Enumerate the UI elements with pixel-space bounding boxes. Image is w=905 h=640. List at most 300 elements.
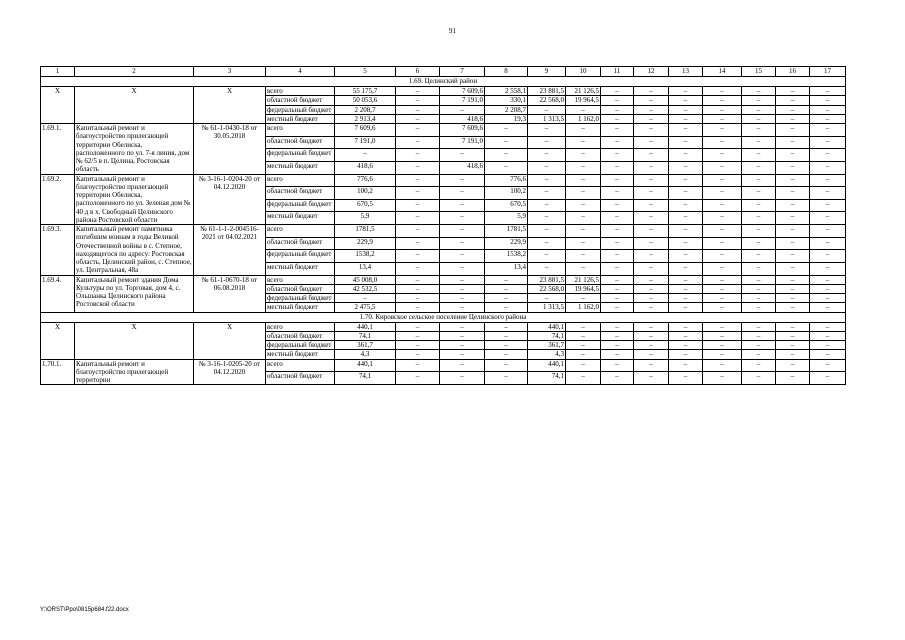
item-number: 1.70.1. (41, 359, 75, 385)
amount-cell: 5,9 (485, 212, 528, 225)
amount-cell: – (669, 114, 703, 123)
amount-cell: 22 568,0 (528, 284, 566, 293)
amount-cell: – (566, 331, 601, 340)
amount-cell: – (742, 87, 776, 96)
funding-source: федеральный бюджет (266, 294, 335, 303)
amount-cell: – (669, 294, 703, 303)
amount-cell: – (601, 136, 634, 149)
table-row (41, 275, 846, 284)
amount-cell: 19 964,5 (566, 96, 601, 105)
funding-source: федеральный бюджет (266, 149, 335, 162)
amount-cell: – (742, 225, 776, 238)
amount-cell: – (810, 294, 846, 303)
amount-cell: – (669, 284, 703, 293)
amount-cell: – (634, 359, 669, 372)
amount-cell: – (396, 250, 440, 263)
amount-cell: – (669, 237, 703, 250)
amount-cell: 19,3 (485, 114, 528, 123)
amount-cell: – (810, 149, 846, 162)
amount-cell: – (703, 187, 742, 200)
amount-cell: – (742, 359, 776, 372)
amount-cell: 22 568,0 (528, 96, 566, 105)
amount-cell: – (703, 96, 742, 105)
amount-cell: 7 191,0 (440, 136, 485, 149)
amount-cell: 440,1 (335, 359, 396, 372)
amount-cell: – (566, 124, 601, 137)
amount-cell: – (396, 350, 440, 359)
amount-cell: – (440, 187, 485, 200)
amount-cell: – (634, 187, 669, 200)
amount-cell: – (634, 294, 669, 303)
amount-cell: 7 191,0 (440, 96, 485, 105)
amount-cell: 2 208,7 (485, 105, 528, 114)
amount-cell: – (396, 322, 440, 331)
funding-source: местный бюджет (266, 212, 335, 225)
amount-cell: – (634, 114, 669, 123)
amount-cell: – (440, 250, 485, 263)
amount-cell: – (776, 262, 810, 275)
amount-cell: – (703, 275, 742, 284)
amount-cell: 1538,2 (335, 250, 396, 263)
item-name: Капитальный ремонт и благоустройство прилегающей территории Обелиска, расположенного по ул. Зеленая дом № 40 д в х. Свободный Целинского района Ростовской области (75, 174, 194, 225)
funding-source: федеральный бюджет (266, 250, 335, 263)
amount-cell: – (703, 294, 742, 303)
funding-source: федеральный бюджет (266, 341, 335, 350)
amount-cell: – (396, 262, 440, 275)
amount-cell: – (396, 303, 440, 312)
amount-cell: – (440, 294, 485, 303)
amount-cell: – (528, 174, 566, 187)
amount-cell: – (776, 275, 810, 284)
amount-cell: – (634, 372, 669, 385)
amount-cell: 55 175,7 (335, 87, 396, 96)
amount-cell: 670,5 (485, 199, 528, 212)
amount-cell: 7 609,6 (440, 87, 485, 96)
amount-cell: 440,1 (528, 359, 566, 372)
column-number: 16 (776, 67, 810, 77)
amount-cell: – (776, 294, 810, 303)
amount-cell: – (601, 174, 634, 187)
amount-cell: 440,1 (528, 322, 566, 331)
column-number: 9 (528, 67, 566, 77)
amount-cell: 229,9 (335, 237, 396, 250)
amount-cell: – (566, 199, 601, 212)
item-number: 1.69.2. (41, 174, 75, 225)
amount-cell: – (528, 212, 566, 225)
funding-source: всего (266, 225, 335, 238)
amount-cell: – (669, 250, 703, 263)
amount-cell: – (703, 212, 742, 225)
amount-cell: – (528, 161, 566, 174)
amount-cell: – (703, 237, 742, 250)
table-row (41, 322, 846, 331)
amount-cell: – (810, 250, 846, 263)
amount-cell: – (634, 250, 669, 263)
amount-cell: – (440, 262, 485, 275)
amount-cell: – (776, 174, 810, 187)
amount-cell: – (810, 87, 846, 96)
amount-cell: – (810, 96, 846, 105)
amount-cell: – (669, 87, 703, 96)
amount-cell: – (634, 149, 669, 162)
amount-cell: – (634, 174, 669, 187)
amount-cell: – (669, 124, 703, 137)
amount-cell: – (528, 262, 566, 275)
amount-cell: – (396, 199, 440, 212)
amount-cell: – (810, 212, 846, 225)
amount-cell: 2 558,1 (485, 87, 528, 96)
amount-cell: – (703, 284, 742, 293)
amount-cell: – (440, 275, 485, 284)
amount-cell: 229,9 (485, 237, 528, 250)
item-name: Капитальный ремонт памятника погибшим воинам в годы Великой Отечественной войны в с. Степное, находящегося по адресу: Ростовская область, Целинский район, с. Степное, ул. Центральная, 48а (76, 225, 192, 275)
amount-cell: – (776, 187, 810, 200)
amount-cell: – (703, 341, 742, 350)
amount-cell: – (703, 225, 742, 238)
amount-cell: – (810, 262, 846, 275)
amount-cell: – (669, 275, 703, 284)
amount-cell: – (440, 372, 485, 385)
column-number: 1 (41, 67, 75, 77)
amount-cell: – (485, 359, 528, 372)
amount-cell: – (810, 237, 846, 250)
amount-cell: – (485, 136, 528, 149)
amount-cell: – (742, 136, 776, 149)
amount-cell: – (566, 262, 601, 275)
amount-cell: 1538,2 (485, 250, 528, 263)
column-number: 7 (440, 67, 485, 77)
amount-cell: – (396, 187, 440, 200)
amount-cell: – (810, 174, 846, 187)
funding-source: областной бюджет (266, 237, 335, 250)
amount-cell: – (776, 149, 810, 162)
amount-cell: – (810, 359, 846, 372)
amount-cell: – (440, 105, 485, 114)
amount-cell: – (742, 372, 776, 385)
amount-cell: 74,1 (335, 331, 396, 340)
amount-cell: – (566, 174, 601, 187)
amount-cell: – (528, 199, 566, 212)
amount-cell: – (601, 294, 634, 303)
amount-cell: – (634, 124, 669, 137)
column-number: 14 (703, 67, 742, 77)
amount-cell: 670,5 (335, 199, 396, 212)
amount-cell: – (601, 161, 634, 174)
amount-cell: 21 126,5 (566, 87, 601, 96)
amount-cell: – (776, 114, 810, 123)
amount-cell: – (485, 294, 528, 303)
amount-cell: – (634, 105, 669, 114)
amount-cell: – (703, 331, 742, 340)
amount-cell: – (669, 262, 703, 275)
amount-cell: – (810, 322, 846, 331)
amount-cell: – (669, 187, 703, 200)
amount-cell: 5,9 (335, 212, 396, 225)
amount-cell: – (703, 174, 742, 187)
amount-cell: – (485, 331, 528, 340)
funding-source: областной бюджет (266, 187, 335, 200)
amount-cell: – (669, 331, 703, 340)
amount-cell: – (396, 105, 440, 114)
amount-cell: – (703, 124, 742, 137)
amount-cell: – (566, 341, 601, 350)
item-name: Капитальный ремонт здания Дома Культуры по ул. Торговая, дом 4, с. Ольшанка Целинского района Ростовской области (75, 275, 194, 312)
amount-cell: – (601, 359, 634, 372)
amount-cell: – (742, 149, 776, 162)
amount-cell: – (776, 331, 810, 340)
amount-cell: – (742, 114, 776, 123)
amount-cell: – (601, 372, 634, 385)
table-row (41, 359, 846, 372)
amount-cell: – (396, 96, 440, 105)
amount-cell: 7 609,6 (440, 124, 485, 137)
amount-cell: – (396, 149, 440, 162)
amount-cell: – (776, 161, 810, 174)
amount-cell: – (396, 237, 440, 250)
amount-cell: – (742, 331, 776, 340)
amount-cell: 13,4 (485, 262, 528, 275)
amount-cell: – (396, 174, 440, 187)
amount-cell: – (601, 105, 634, 114)
section-title: 1.69. Целинский район (41, 77, 846, 87)
amount-cell: – (566, 294, 601, 303)
page-number: 91 (449, 27, 456, 35)
amount-cell: – (703, 250, 742, 263)
amount-cell: – (810, 372, 846, 385)
amount-cell: 42 532,5 (335, 284, 396, 293)
table-body (41, 67, 846, 385)
amount-cell: – (810, 105, 846, 114)
amount-cell: – (396, 341, 440, 350)
amount-cell: – (440, 359, 485, 372)
column-number: 4 (266, 67, 335, 77)
column-number: 8 (485, 67, 528, 77)
amount-cell: – (566, 149, 601, 162)
item-document: № 61-1-0430-18 от 30.05.2018 (194, 124, 266, 175)
amount-cell: – (335, 294, 396, 303)
amount-cell: – (440, 331, 485, 340)
amount-cell: – (396, 124, 440, 137)
amount-cell: – (703, 372, 742, 385)
amount-cell: – (528, 294, 566, 303)
funding-source: федеральный бюджет (266, 199, 335, 212)
amount-cell: – (528, 250, 566, 263)
amount-cell: – (742, 105, 776, 114)
amount-cell: – (601, 284, 634, 293)
amount-cell: – (601, 350, 634, 359)
amount-cell: – (703, 105, 742, 114)
amount-cell: – (566, 359, 601, 372)
amount-cell: 74,1 (335, 372, 396, 385)
funding-source: федеральный бюджет (266, 105, 335, 114)
amount-cell: – (776, 124, 810, 137)
amount-cell: – (776, 372, 810, 385)
funding-source: областной бюджет (266, 96, 335, 105)
item-name: Капитальный ремонт и благоустройство прилегающей территории Обелиска, расположенного по ул. 7-я линия, дом № 62/5 в п. Целина, Ростовская область (75, 124, 194, 175)
funding-source: местный бюджет (266, 262, 335, 275)
amount-cell: – (669, 372, 703, 385)
amount-cell: – (776, 237, 810, 250)
amount-cell: 1781,5 (485, 225, 528, 238)
amount-cell: – (601, 322, 634, 331)
table-row (41, 225, 846, 238)
amount-cell: – (528, 149, 566, 162)
item-document: X (194, 87, 266, 124)
amount-cell: – (776, 359, 810, 372)
amount-cell: – (776, 199, 810, 212)
item-document: X (194, 322, 266, 359)
funding-source: областной бюджет (266, 372, 335, 385)
amount-cell: – (669, 225, 703, 238)
amount-cell: – (601, 237, 634, 250)
amount-cell: – (634, 322, 669, 331)
amount-cell: – (742, 96, 776, 105)
amount-cell: – (335, 149, 396, 162)
amount-cell: 1 162,0 (566, 114, 601, 123)
amount-cell: – (485, 303, 528, 312)
amount-cell: – (634, 341, 669, 350)
funding-source: всего (266, 124, 335, 137)
amount-cell: – (742, 250, 776, 263)
item-document: № 3-16-1-0205-20 от 04.12.2020 (194, 359, 266, 385)
amount-cell: – (810, 161, 846, 174)
amount-cell: – (776, 96, 810, 105)
amount-cell: – (810, 275, 846, 284)
amount-cell: – (742, 124, 776, 137)
amount-cell: 418,6 (440, 114, 485, 123)
amount-cell: – (566, 187, 601, 200)
amount-cell: – (669, 96, 703, 105)
table-row (41, 124, 846, 137)
section-row (41, 312, 846, 322)
amount-cell: – (742, 212, 776, 225)
amount-cell: – (566, 212, 601, 225)
amount-cell: – (485, 275, 528, 284)
amount-cell: – (566, 161, 601, 174)
funding-source: областной бюджет (266, 331, 335, 340)
amount-cell: – (528, 136, 566, 149)
amount-cell: – (396, 284, 440, 293)
item-number: 1.69.1. (41, 124, 75, 175)
amount-cell: 1781,5 (335, 225, 396, 238)
amount-cell: – (566, 372, 601, 385)
amount-cell: – (396, 359, 440, 372)
amount-cell: – (440, 174, 485, 187)
amount-cell: 74,1 (528, 331, 566, 340)
amount-cell: – (742, 275, 776, 284)
amount-cell: – (703, 149, 742, 162)
amount-cell: – (634, 350, 669, 359)
amount-cell: – (669, 149, 703, 162)
amount-cell: 23 881,5 (528, 275, 566, 284)
amount-cell: – (776, 350, 810, 359)
amount-cell: – (485, 322, 528, 331)
amount-cell: – (776, 284, 810, 293)
amount-cell: – (634, 237, 669, 250)
table-row (41, 174, 846, 187)
amount-cell: – (485, 124, 528, 137)
amount-cell: – (810, 303, 846, 312)
amount-cell: – (634, 331, 669, 340)
amount-cell: 4,3 (528, 350, 566, 359)
amount-cell: – (810, 187, 846, 200)
amount-cell: – (396, 114, 440, 123)
amount-cell: – (634, 96, 669, 105)
amount-cell: – (566, 105, 601, 114)
column-number: 2 (75, 67, 194, 77)
amount-cell: 776,6 (485, 174, 528, 187)
funding-source: всего (266, 87, 335, 96)
amount-cell: – (742, 262, 776, 275)
amount-cell: – (810, 124, 846, 137)
amount-cell: – (742, 161, 776, 174)
amount-cell: 50 053,6 (335, 96, 396, 105)
amount-cell: – (566, 136, 601, 149)
amount-cell: – (776, 105, 810, 114)
amount-cell: – (810, 341, 846, 350)
item-number: 1.69.4. (41, 275, 75, 312)
column-number: 3 (194, 67, 266, 77)
amount-cell: – (742, 294, 776, 303)
amount-cell: – (742, 199, 776, 212)
amount-cell: – (669, 322, 703, 331)
amount-cell: 1 313,5 (528, 303, 566, 312)
item-document: № 3-16-1-0204-20 от 04.12.2020 (194, 174, 266, 225)
amount-cell: 100,2 (335, 187, 396, 200)
amount-cell: – (601, 303, 634, 312)
amount-cell: – (703, 114, 742, 123)
section-row (41, 77, 846, 87)
amount-cell: – (601, 341, 634, 350)
funding-source: всего (266, 174, 335, 187)
amount-cell: 361,7 (528, 341, 566, 350)
amount-cell: – (669, 350, 703, 359)
column-number: 6 (396, 67, 440, 77)
amount-cell: – (440, 212, 485, 225)
amount-cell: 2 913,4 (335, 114, 396, 123)
amount-cell: 23 881,5 (528, 87, 566, 96)
amount-cell: – (703, 87, 742, 96)
table-row (41, 87, 846, 96)
amount-cell: – (810, 114, 846, 123)
amount-cell: – (601, 250, 634, 263)
amount-cell: – (669, 199, 703, 212)
column-number: 15 (742, 67, 776, 77)
amount-cell: 1 162,0 (566, 303, 601, 312)
amount-cell: – (742, 174, 776, 187)
amount-cell: 74,1 (528, 372, 566, 385)
amount-cell: – (810, 331, 846, 340)
amount-cell: – (528, 187, 566, 200)
amount-cell: 361,7 (335, 341, 396, 350)
item-number: X (41, 322, 75, 359)
column-number: 11 (601, 67, 634, 77)
amount-cell: – (396, 294, 440, 303)
item-document: № 61-1-0670-18 от 06.08.2018 (194, 275, 266, 312)
item-name: X (75, 322, 194, 359)
amount-cell: – (601, 187, 634, 200)
amount-cell: – (566, 225, 601, 238)
amount-cell: – (566, 350, 601, 359)
funding-source: областной бюджет (266, 284, 335, 293)
amount-cell: 21 126,5 (566, 275, 601, 284)
amount-cell: – (742, 237, 776, 250)
funding-source: всего (266, 322, 335, 331)
amount-cell: – (485, 284, 528, 293)
amount-cell: – (634, 225, 669, 238)
amount-cell: 13,4 (335, 262, 396, 275)
amount-cell: – (703, 262, 742, 275)
